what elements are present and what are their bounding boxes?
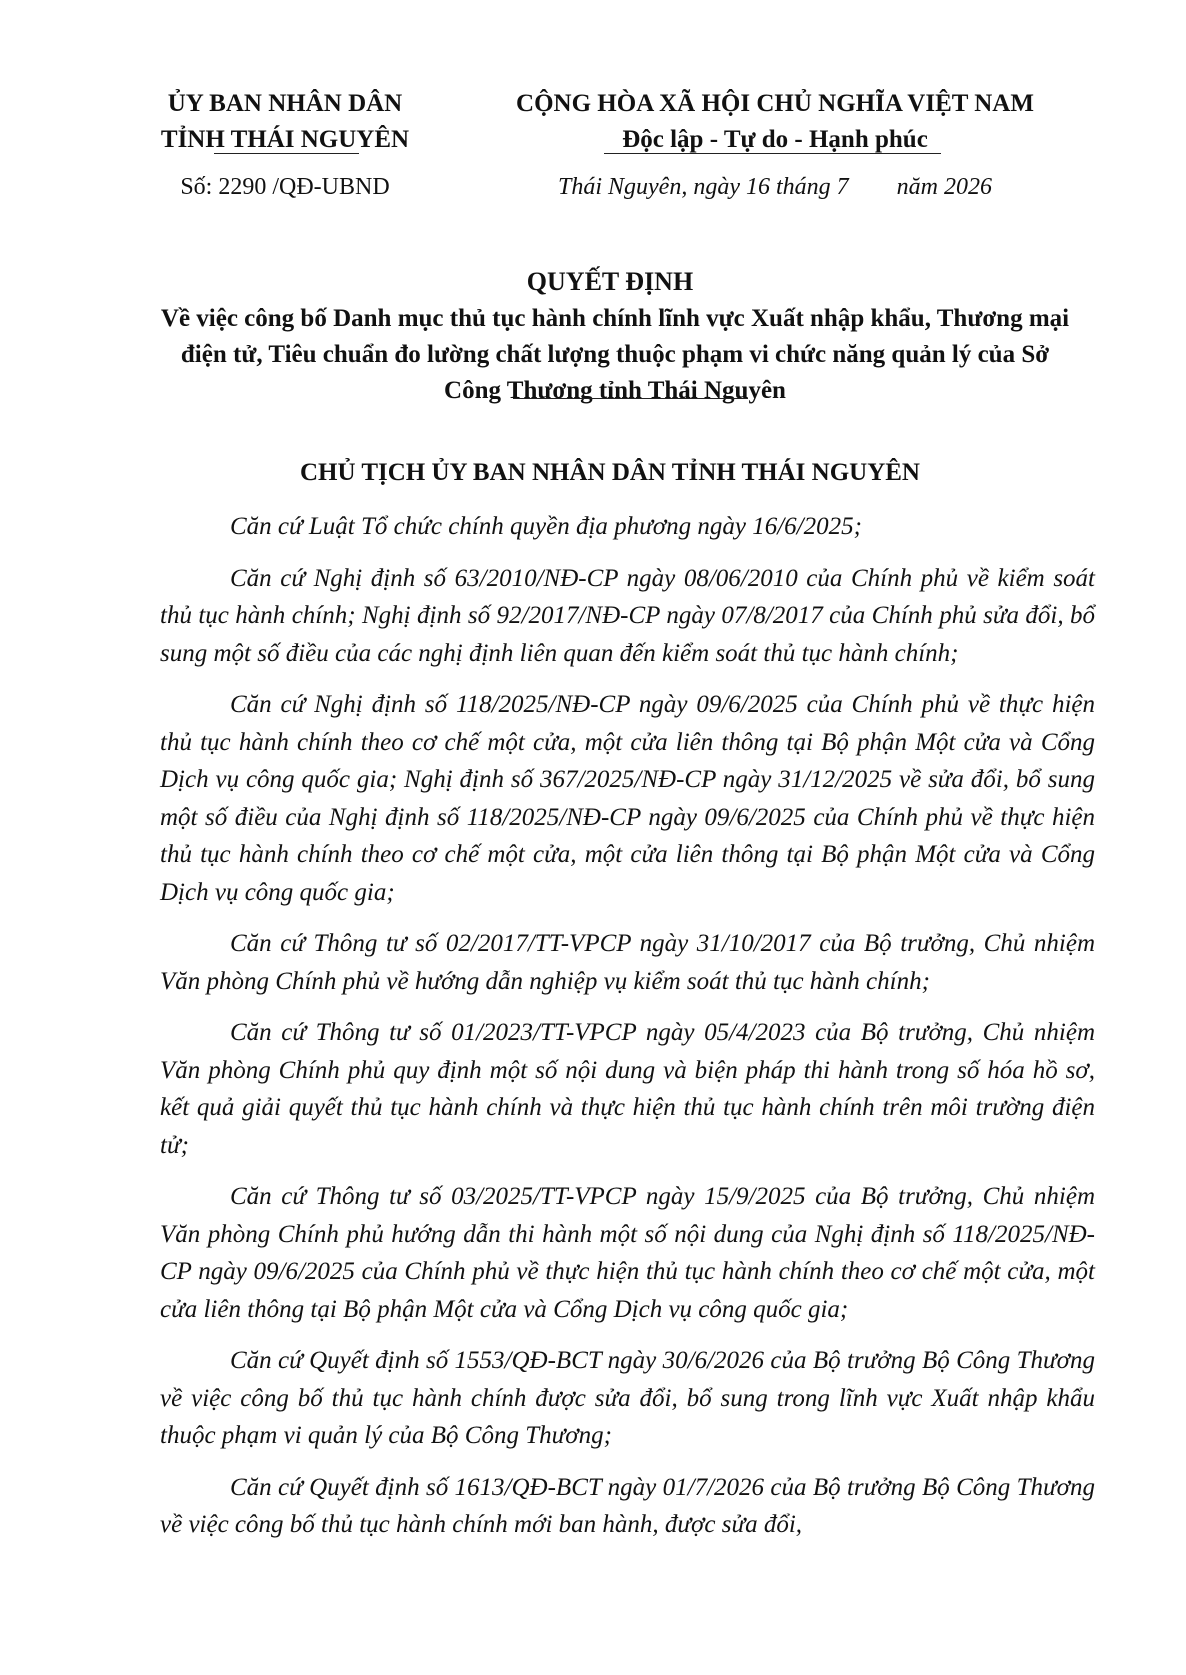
issuing-authority: CHỦ TỊCH ỦY BAN NHÂN DÂN TỈNH THÁI NGUYÊN (300, 459, 920, 486)
legal-basis-paragraph: Căn cứ Quyết định số 1613/QĐ-BCT ngày 01/7/2026 của Bộ trưởng Bộ Công Thương về việc công bố thủ tục hành chính mới ban hành, được sửa đổi, (160, 1473, 1095, 1538)
legal-basis-paragraph: Căn cứ Quyết định số 1553/QĐ-BCT ngày 30/6/2026 của Bộ trưởng Bộ Công Thương về việc công bố thủ tục hành chính được sửa đổi, bổ sung trong lĩnh vực Xuất nhập khẩu thuộc phạm vi quản lý của Bộ Công Thương; (160, 1347, 1095, 1449)
national-motto: Độc lập - Tự do - Hạnh phúc (622, 126, 928, 153)
legal-basis-paragraph: Căn cứ Nghị định số 63/2010/NĐ-CP ngày 08/06/2010 của Chính phủ về kiểm soát thủ tục hành chính; Nghị định số 92/2017/NĐ-CP ngày 07/8/2017 của Chính phủ sửa đổi, bổ sung một số điều của các nghị định liên quan đến kiểm soát thủ tục hành chính; (160, 564, 1095, 667)
country-name: CỘNG HÒA XÃ HỘI CHỦ NGHĨA VIỆT NAM (516, 90, 1034, 117)
legal-basis-paragraph: Căn cứ Thông tư số 03/2025/TT-VPCP ngày 15/9/2025 của Bộ trưởng, Chủ nhiệm Văn phòng Chính phủ hướng dẫn thi hành một số nội dung của Nghị định số 118/2025/NĐ-CP ngày 09/6/2025 của Chính phủ về thực hiện thủ tục hành chính theo cơ chế một cửa, một cửa liên thông tại Bộ phận Một cửa và Cổng Dịch vụ công quốc gia; (160, 1183, 1095, 1323)
legal-basis-paragraph: Căn cứ Thông tư số 01/2023/TT-VPCP ngày 05/4/2023 của Bộ trưởng, Chủ nhiệm Văn phòng Chính phủ quy định một số nội dung và biện pháp thi hành trong số hóa hồ sơ, kết quả giải quyết thủ tục hành chính và thực hiện thủ tục hành chính trên môi trường điện tử; (160, 1019, 1095, 1159)
issuing-agency (150, 86, 420, 158)
agency-line-1: ỦY BAN NHÂN DÂN (167, 90, 403, 117)
place-date-text: Thái Nguyên, ngày 16 tháng 7 (558, 174, 849, 200)
document-body (160, 508, 1095, 1558)
document-title: QUYẾT ĐỊNH (526, 267, 694, 296)
legal-basis-paragraph: Căn cứ Luật Tổ chức chính quyền địa phương ngày 16/6/2025; (230, 513, 862, 540)
document-subtitle: Về việc công bố Danh mục thủ tục hành chính lĩnh vực Xuất nhập khẩu, Thương mại điện tử, Tiêu chuẩn đo lường chất lượng thuộc phạm vi chức năng quản lý của Sở Công Thương tỉnh Thái Nguyên (160, 305, 1070, 404)
national-title-block (485, 86, 1065, 158)
agency-underline (214, 153, 359, 154)
legal-basis-paragraph: Căn cứ Thông tư số 02/2017/TT-VPCP ngày 31/10/2017 của Bộ trưởng, Chủ nhiệm Văn phòng Chính phủ về hướng dẫn nghiệp vụ kiểm soát thủ tục hành chính; (160, 930, 1095, 995)
document-number: Số: 2290 /QĐ-UBND (180, 174, 390, 200)
legal-basis-paragraph: Căn cứ Nghị định số 118/2025/NĐ-CP ngày 09/6/2025 của Chính phủ về thực hiện thủ tục hành chính theo cơ chế một cửa, một cửa liên thông tại Bộ phận Một cửa và Cổng Dịch vụ công quốc gia; Nghị định số 367/2025/NĐ-CP ngày 31/12/2025 về sửa đổi, bổ sung một số điều của Nghị định số 118/2025/NĐ-CP ngày 09/6/2025 của Chính phủ về thực hiện thủ tục hành chính theo cơ chế một cửa, một cửa liên thông tại Bộ phận Một cửa và Cổng Dịch vụ công quốc gia; (160, 691, 1095, 906)
motto-underline (604, 153, 941, 154)
subtitle-underline (513, 398, 748, 399)
agency-line-2: TỈNH THÁI NGUYÊN (160, 126, 410, 153)
place-date (485, 170, 1065, 204)
place-date-year: năm 2026 (896, 174, 992, 200)
